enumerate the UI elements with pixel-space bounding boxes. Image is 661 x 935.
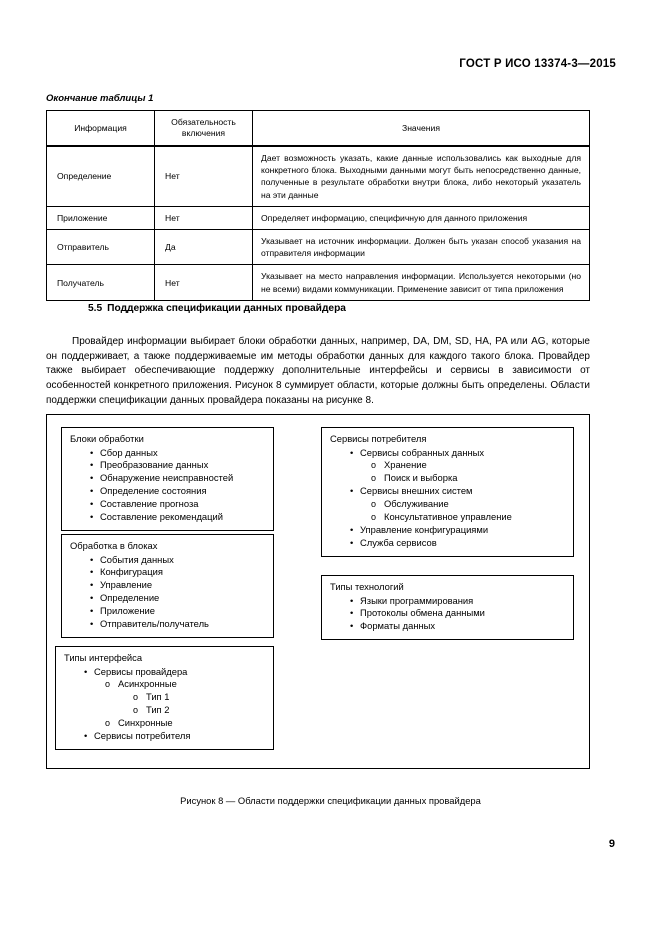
table-header-row — [47, 111, 590, 147]
column-header-obligation: Обязательность включения — [155, 111, 253, 147]
list-item: • Управление — [70, 579, 265, 592]
information-specification-table — [46, 110, 590, 301]
table-row — [47, 265, 590, 300]
table-row — [47, 230, 590, 265]
section-heading — [88, 303, 346, 314]
table-row — [47, 146, 590, 206]
list-item: • Определение состояния — [70, 485, 265, 498]
figure-caption: Рисунок 8 — Области поддержки спецификации данных провайдера — [180, 795, 481, 806]
figure-box-title: Типы технологий — [330, 581, 404, 592]
list-item: • Сервисы внешних систем — [330, 485, 565, 498]
cell-information: Определение — [47, 146, 155, 206]
table-body — [47, 146, 590, 300]
list-item: • События данных — [70, 554, 265, 567]
figure-box-item-list — [70, 447, 265, 524]
figure-box-item-list — [64, 666, 265, 743]
list-item: • Составление рекомендаций — [70, 511, 265, 524]
list-item: • Отправитель/получатель — [70, 618, 265, 631]
figure-box-title: Типы интерфейса — [64, 652, 143, 663]
list-item: o Консультативное управление — [330, 511, 565, 524]
list-item: • Сервисы провайдера — [64, 666, 265, 679]
list-item: • Составление прогноза — [70, 498, 265, 511]
cell-information: Получатель — [47, 265, 155, 300]
list-item: o Тип 1 — [64, 691, 265, 704]
figure-8-frame — [46, 414, 590, 769]
list-item: • Обнаружение неисправностей — [70, 472, 265, 485]
column-header-information: Информация — [47, 111, 155, 147]
list-item: • Преобразование данных — [70, 459, 265, 472]
list-item: • Управление конфигурациями — [330, 524, 565, 537]
cell-value: Дает возможность указать, какие данные использовались как выходные для конкретного блока. Выходными данными могут быть непосредственно данные, полученные в результате обработки внутри блока, либо некоторый указатель на эти данные — [253, 146, 590, 206]
list-item: o Синхронные — [64, 717, 265, 730]
cell-value: Определяет информацию, специфичную для данного приложения — [253, 206, 590, 229]
list-item: • Конфигурация — [70, 566, 265, 579]
figure-box-item-list — [330, 447, 565, 550]
section-paragraph: Провайдер информации выбирает блоки обработки данных, например, DA, DM, SD, HA, PA или AG, которые он поддерживает, а также поддерживаемые им методы обработки данных для каждого такого блока. Провайдер также выбирает обеспечивающие поддержку дополнительные интерфейсы и сервисы в зависимости от особенностей конкретного приложения. Рисунок 8 суммирует области, которые должны быть определены. Области поддержки спецификации данных провайдера показаны на рисунке 8. — [46, 336, 590, 406]
table-caption: Окончание таблицы 1 — [46, 93, 154, 104]
list-item: • Определение — [70, 592, 265, 605]
list-item: • Языки программирования — [330, 595, 565, 608]
cell-obligation: Нет — [155, 206, 253, 229]
document-header-standard-number: ГОСТ Р ИСО 13374-3—2015 — [459, 58, 616, 70]
cell-obligation: Да — [155, 230, 253, 265]
cell-information: Приложение — [47, 206, 155, 229]
cell-obligation: Нет — [155, 146, 253, 206]
figure-box-title: Блоки обработки — [70, 433, 144, 444]
figure-box-title: Сервисы потребителя — [330, 433, 427, 444]
figure-box-consumer-services — [321, 427, 574, 557]
column-header-values: Значения — [253, 111, 590, 147]
section-title: Поддержка спецификации данных провайдера — [107, 303, 346, 314]
figure-box-technology-types — [321, 575, 574, 640]
figure-box-processing-blocks — [61, 427, 274, 531]
cell-value: Указывает на место направления информации. Используется некоторыми (но не всеми) видами коммуникации. Применение зависит от типа приложения — [253, 265, 590, 300]
table-row — [47, 206, 590, 229]
figure-box-title: Обработка в блоках — [70, 540, 158, 551]
figure-box-item-list — [70, 554, 265, 631]
list-item: o Хранение — [330, 459, 565, 472]
figure-box-item-list — [330, 595, 565, 634]
list-item: o Тип 2 — [64, 704, 265, 717]
list-item: o Поиск и выборка — [330, 472, 565, 485]
list-item: • Сбор данных — [70, 447, 265, 460]
cell-obligation: Нет — [155, 265, 253, 300]
figure-box-block-processing — [61, 534, 274, 638]
list-item: • Сервисы потребителя — [64, 730, 265, 743]
list-item: • Форматы данных — [330, 620, 565, 633]
cell-information: Отправитель — [47, 230, 155, 265]
figure-box-interface-types — [55, 646, 274, 750]
list-item: o Обслуживание — [330, 498, 565, 511]
page-number: 9 — [608, 838, 615, 850]
list-item: • Сервисы собранных данных — [330, 447, 565, 460]
list-item: • Протоколы обмена данными — [330, 607, 565, 620]
section-number: 5.5 — [88, 303, 103, 314]
cell-value: Указывает на источник информации. Должен быть указан способ указания на отправителя информации — [253, 230, 590, 265]
list-item: • Приложение — [70, 605, 265, 618]
list-item: o Асинхронные — [64, 678, 265, 691]
list-item: • Служба сервисов — [330, 537, 565, 550]
